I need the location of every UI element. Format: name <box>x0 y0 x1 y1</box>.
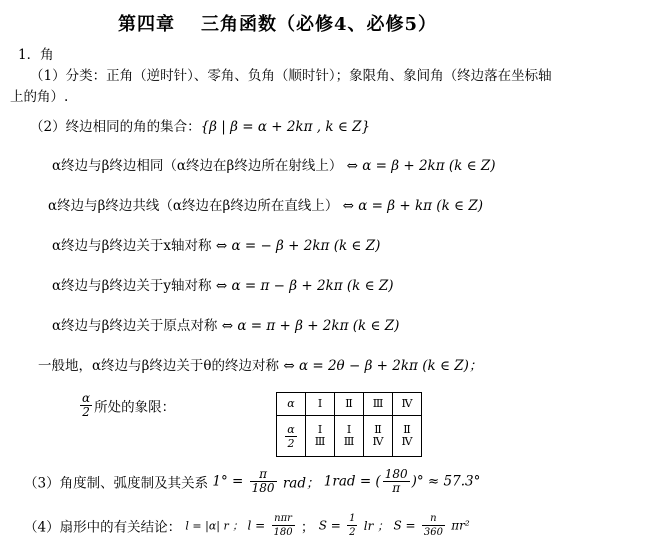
section4: （4）扇形中的有关结论： l = |α| r ； l = $\frac{\text{nπr}}{180}$ ； S = $\frac{1}{2}$ lr ； S = $\frac{n}{360}$ πr² <box>24 513 470 538</box>
table-cell: Ⅱ Ⅳ <box>364 416 393 457</box>
rule-formula: ⇔ α = π − β + 2kπ (k ∈ Z) <box>215 278 394 294</box>
table-cell: Ⅱ Ⅳ <box>393 416 422 457</box>
rule-formula: ⇔ α = − β + 2kπ (k ∈ Z) <box>215 238 381 254</box>
table-header-q4: Ⅳ <box>393 393 422 416</box>
chapter-subject: 三角函数（必修4、必修5） <box>201 14 438 35</box>
section3-label: （3）角度制、弧度制及其关系 <box>24 475 209 492</box>
table-header-q1: Ⅰ <box>306 393 335 416</box>
rule-collinear <box>48 196 483 216</box>
rule-formula: ⇔ α = β + 2kπ (k ∈ Z) <box>346 158 496 174</box>
table-header-q2: Ⅱ <box>335 393 364 416</box>
arc-length-formula: l = |α| r ； <box>185 519 244 533</box>
table-header-q3: Ⅲ <box>364 393 393 416</box>
section4-label: （4）扇形中的有关结论： <box>24 519 182 536</box>
rule-text: α终边与β终边关于原点对称 <box>52 318 218 334</box>
table-cell: Ⅰ Ⅲ <box>306 416 335 457</box>
p2-label: （2）终边相同的角的集合： <box>30 119 201 135</box>
section1-p1-line1: （1）分类：正角（逆时针）、零角、负角（顺时针）；象限角、象间角（终边落在坐标轴 <box>30 68 552 84</box>
page-title <box>118 10 437 36</box>
p2-set: {β | β = α + 2kπ , k ∈ Z} <box>200 119 371 135</box>
half-angle-fraction: $\frac{\alpha}{2}$ <box>82 391 91 419</box>
rule-general <box>38 356 482 376</box>
sector-area-fraction: $\frac{n}{360}$ <box>423 513 443 538</box>
arc-length-fraction: $\frac{\text{nπr}}{180}$ <box>273 513 293 538</box>
table-cell: Ⅰ Ⅲ <box>335 416 364 457</box>
rule-text: α终边与β终边关于x轴对称 <box>52 238 212 254</box>
rule-origin <box>52 316 399 336</box>
table-row-label: $\frac{\alpha}{2}$ <box>277 416 306 457</box>
rule-x-axis <box>52 236 380 256</box>
rule-formula: ⇔ α = 2θ − β + 2kπ (k ∈ Z)； <box>283 358 483 374</box>
rule-formula: ⇔ α = β + kπ (k ∈ Z) <box>342 198 483 214</box>
section1-p1-line2: 上的角）. <box>10 89 69 105</box>
180-over-pi: $\frac{180}{\pi}$ <box>384 467 408 495</box>
rule-text: α终边与β终边相同（α终边在β终边所在射线上） <box>52 158 343 174</box>
rule-formula: ⇔ α = π + β + 2kπ (k ∈ Z) <box>221 318 400 334</box>
rule-text: α终边与β终边共线（α终边在β终边所在直线上） <box>48 198 339 214</box>
chapter-number: 第四章 <box>118 14 175 35</box>
pi-over-180: $\frac{\pi}{180}$ <box>251 467 275 495</box>
section1-heading: 1．角 <box>18 47 54 63</box>
rule-y-axis <box>52 276 394 296</box>
section3: （3）角度制、弧度制及其关系 1° = $\frac{\pi}{180}$ rad； 1rad = ( $\frac{180}{\pi}$ )° ≈ 57.3° <box>24 467 481 495</box>
rule-same <box>52 156 496 176</box>
table-header-alpha: α <box>277 393 306 416</box>
section1-p2 <box>30 117 370 137</box>
half-angle-table <box>276 392 422 457</box>
rule-text: 一般地，α终边与β终边关于θ的终边对称 <box>38 358 280 374</box>
half-fraction: $\frac{1}{2}$ <box>349 513 356 538</box>
half-angle-label: $\frac{\alpha}{2}$ 所处的象限： <box>82 391 176 419</box>
rule-text: α终边与β终边关于y轴对称 <box>52 278 212 294</box>
